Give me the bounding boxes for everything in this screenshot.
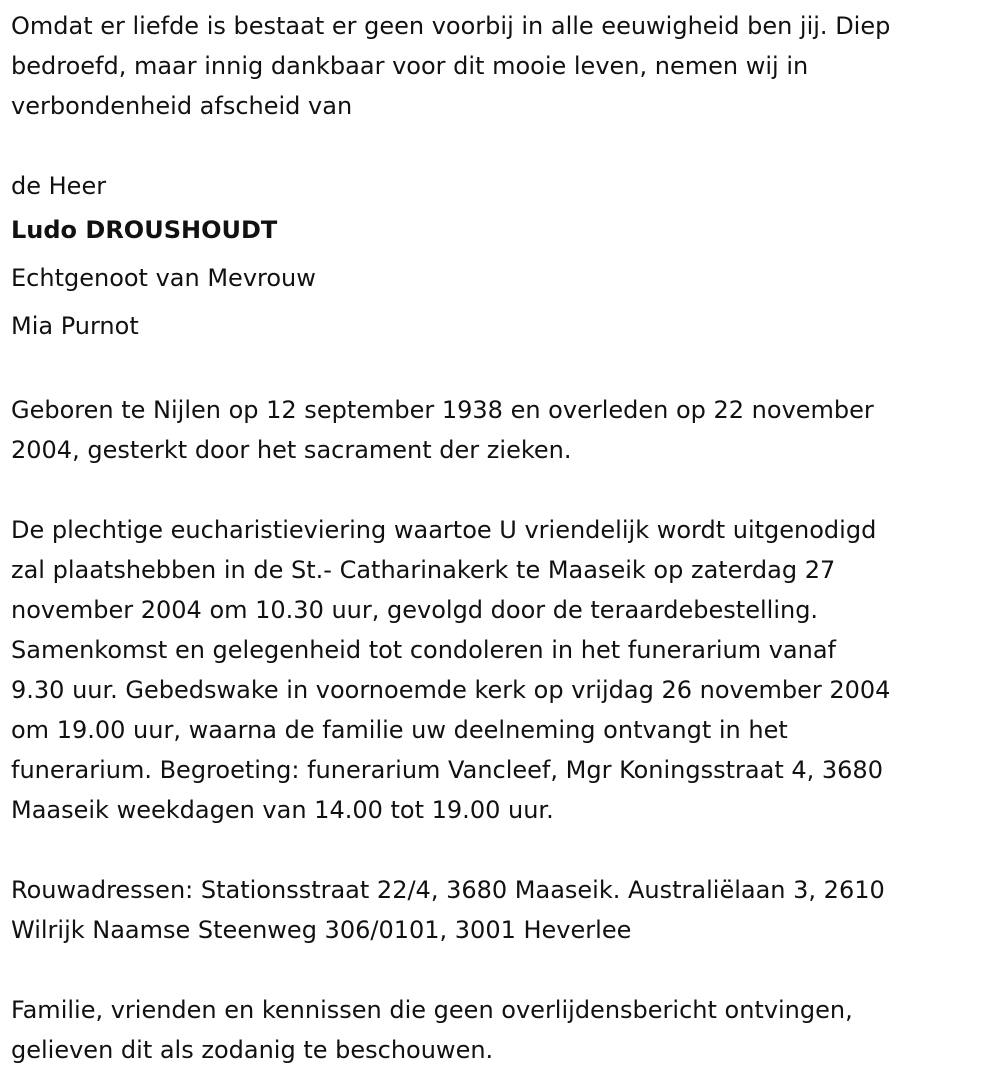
ceremony-line: Samenkomst en gelegenheid tot condoleren in het funerarium vanaf bbox=[11, 636, 836, 664]
intro-line: verbondenheid afscheid van bbox=[11, 92, 353, 120]
ceremony-paragraph bbox=[11, 510, 996, 830]
addresses-line: Rouwadressen: Stationsstraat 22/4, 3680 Maaseik. Australiëlaan 3, 2610 bbox=[11, 876, 885, 904]
ceremony-line: om 19.00 uur, waarna de familie uw deelneming ontvangt in het bbox=[11, 716, 788, 744]
ceremony-line: funerarium. Begroeting: funerarium Vancleef, Mgr Koningsstraat 4, 3680 bbox=[11, 756, 883, 784]
intro-line: Omdat er liefde is bestaat er geen voorbij in alle eeuwigheid ben jij. Diep bbox=[11, 12, 891, 40]
birth-death-line: 2004, gesterkt door het sacrament der zieken. bbox=[11, 436, 572, 464]
addresses-line: Wilrijk Naamse Steenweg 306/0101, 3001 Heverlee bbox=[11, 916, 632, 944]
spouse-name: Mia Purnot bbox=[11, 312, 139, 340]
spacer bbox=[11, 950, 996, 990]
closing-paragraph bbox=[11, 990, 996, 1070]
honorific: de Heer bbox=[11, 172, 107, 200]
name-block bbox=[11, 166, 996, 350]
closing-line: Familie, vrienden en kennissen die geen overlijdensbericht ontvingen, bbox=[11, 996, 853, 1024]
spouse-label: Echtgenoot van Mevrouw bbox=[11, 264, 316, 292]
spacer bbox=[11, 470, 996, 510]
intro-paragraph bbox=[11, 6, 996, 126]
obituary-notice bbox=[11, 6, 996, 1070]
spacer bbox=[11, 830, 996, 870]
spacer bbox=[11, 126, 996, 166]
addresses-paragraph bbox=[11, 870, 996, 950]
spacer bbox=[11, 350, 996, 390]
ceremony-line: De plechtige eucharistieviering waartoe U vriendelijk wordt uitgenodigd bbox=[11, 516, 877, 544]
ceremony-line: zal plaatshebben in de St.- Catharinakerk te Maaseik op zaterdag 27 bbox=[11, 556, 836, 584]
closing-line: gelieven dit als zodanig te beschouwen. bbox=[11, 1036, 494, 1064]
ceremony-line: november 2004 om 10.30 uur, gevolgd door de teraardebestelling. bbox=[11, 596, 819, 624]
birth-death-paragraph bbox=[11, 390, 996, 470]
ceremony-line: 9.30 uur. Gebedswake in voornoemde kerk op vrijdag 26 november 2004 bbox=[11, 676, 891, 704]
birth-death-line: Geboren te Nijlen op 12 september 1938 en overleden op 22 november bbox=[11, 396, 874, 424]
intro-line: bedroefd, maar innig dankbaar voor dit mooie leven, nemen wij in bbox=[11, 52, 809, 80]
deceased-name: Ludo DROUSHOUDT bbox=[11, 216, 278, 244]
ceremony-line: Maaseik weekdagen van 14.00 tot 19.00 uur. bbox=[11, 796, 554, 824]
